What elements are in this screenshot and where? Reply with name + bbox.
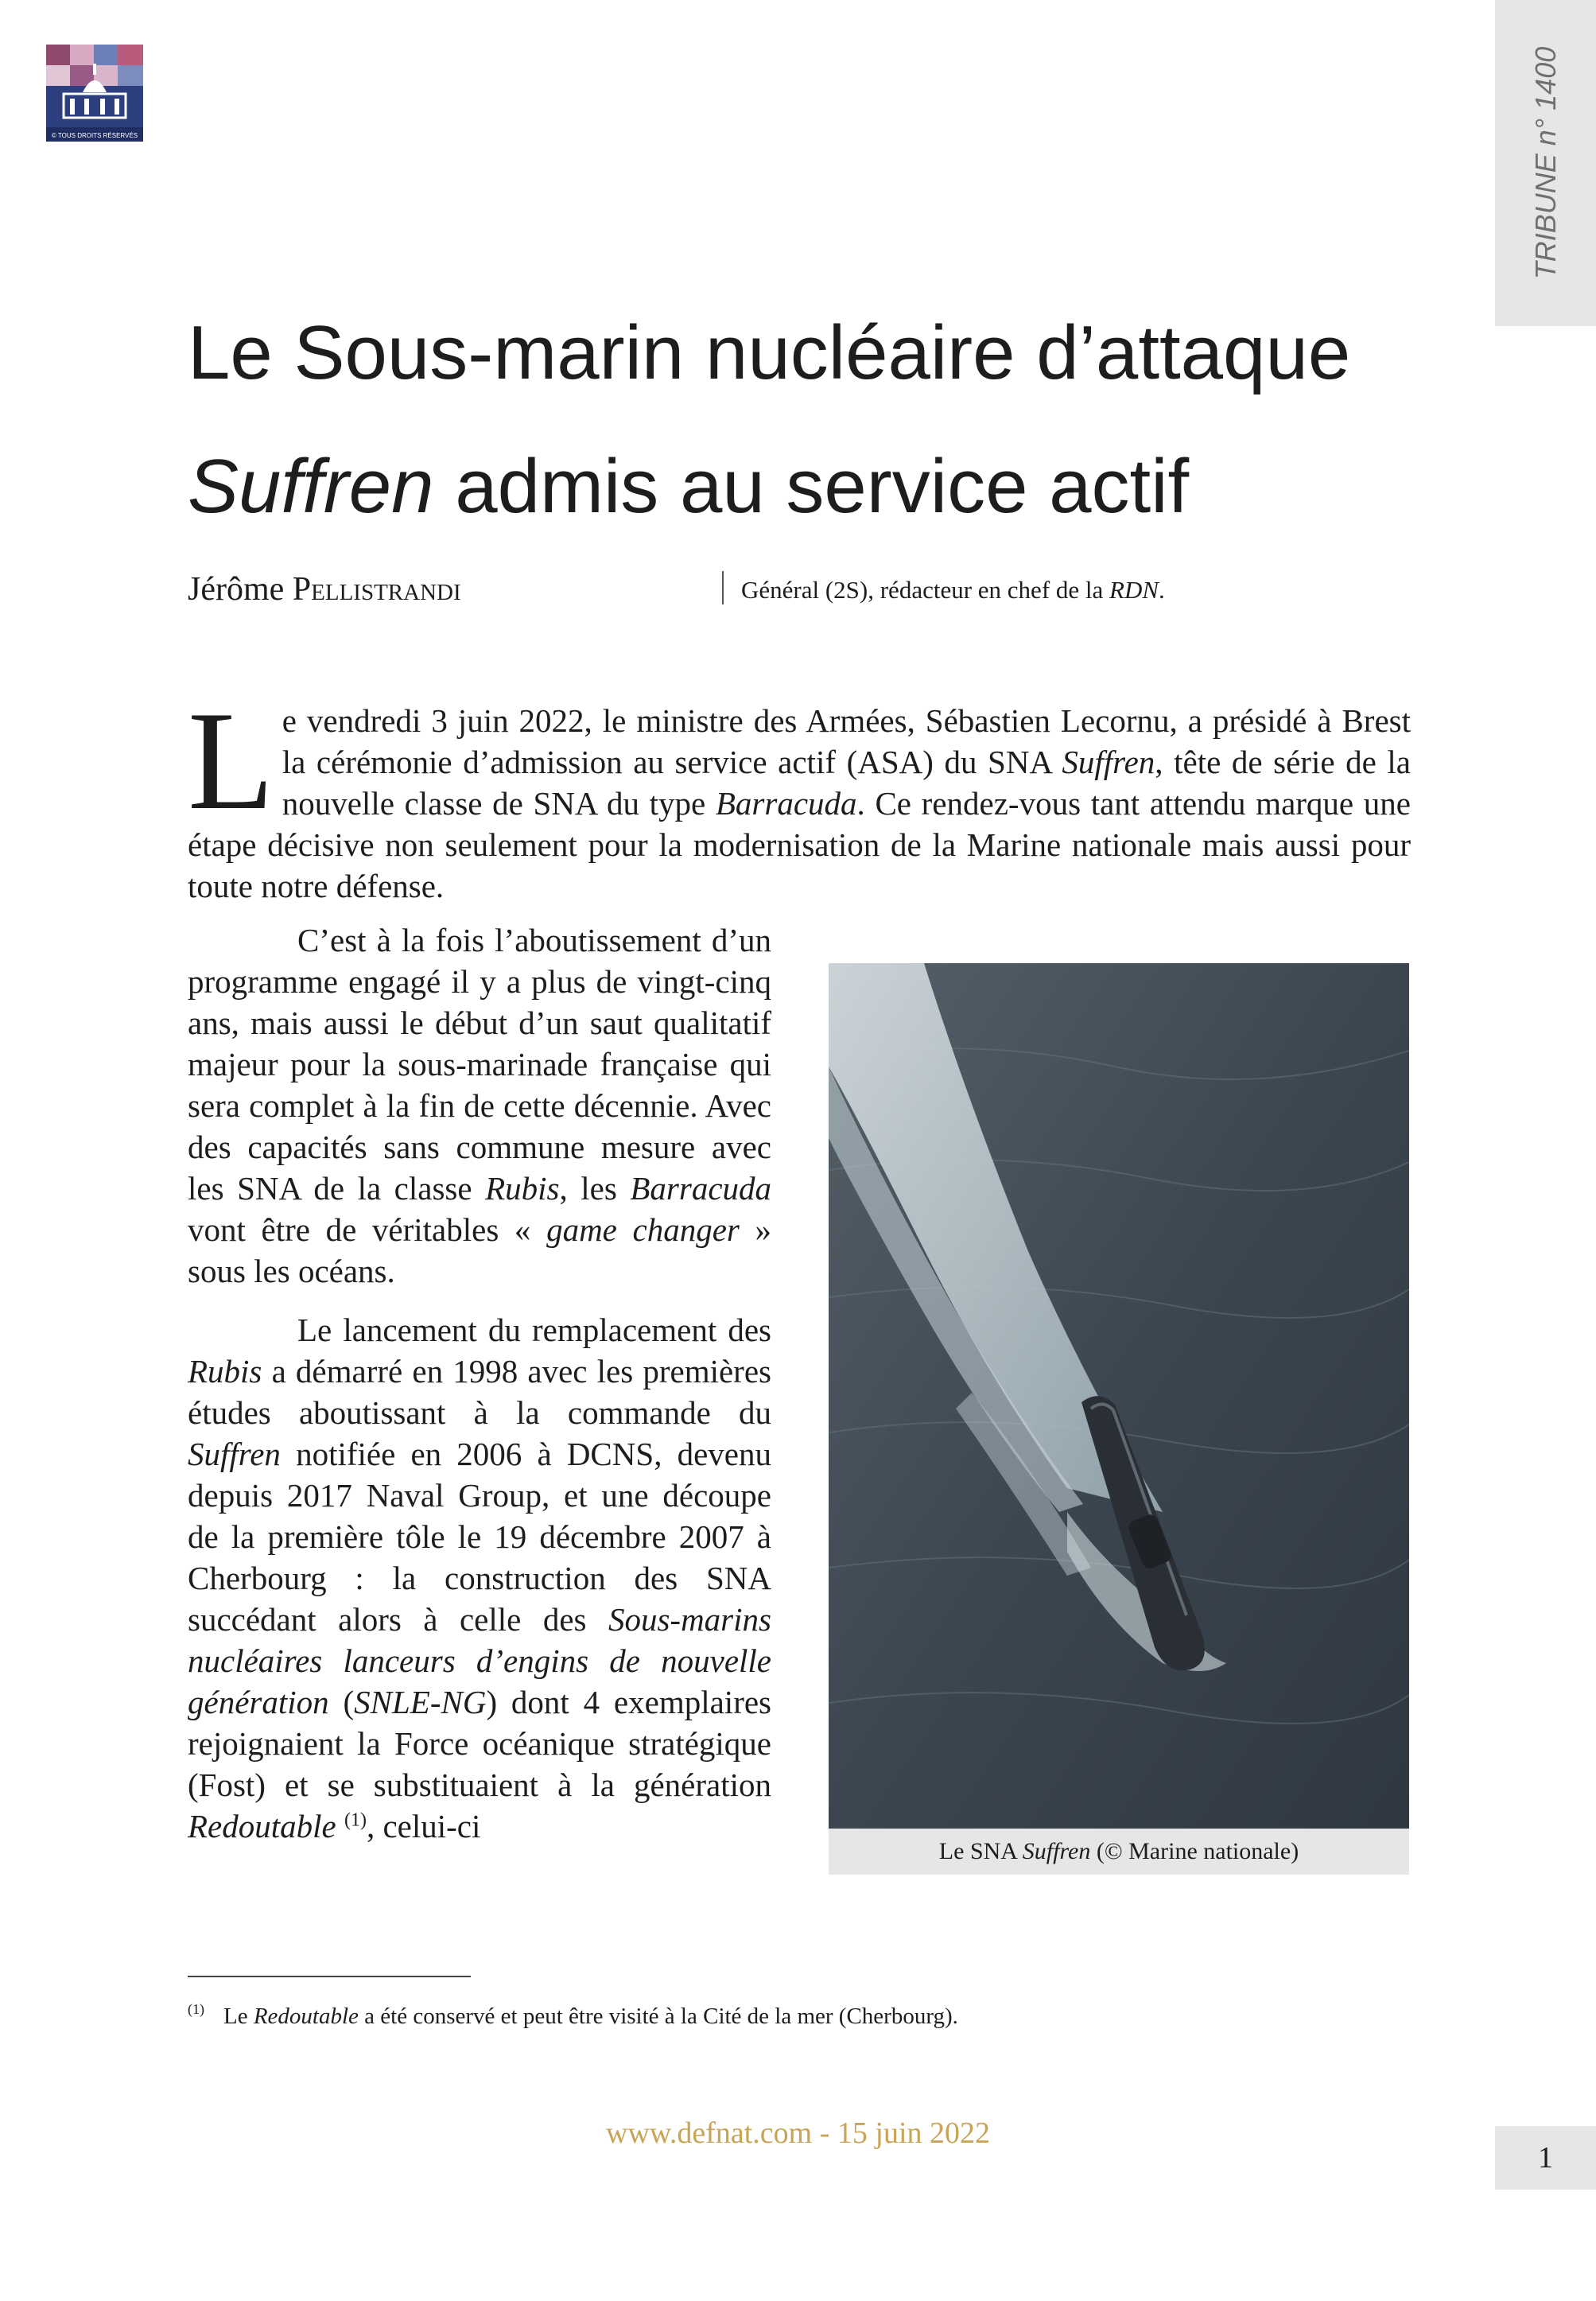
body-italic: SNLE-NG [354,1684,487,1720]
rdn-logo [46,45,143,142]
title-ship-name: Suffren [188,444,434,529]
author-first-name: Jérôme [188,571,285,608]
author-role-end: . [1159,576,1165,604]
footnote-text: Le [223,2004,254,2029]
body-paragraph-1 [188,919,771,1292]
intro-italic: Suffren [1062,744,1155,780]
photo-caption [829,1829,1409,1875]
body-text: , les [559,1170,631,1207]
drop-cap: L [188,682,274,839]
body-italic: Rubis [485,1170,560,1207]
body-text: ) dont 4 exemplaires rejoignaient la Force océanique stratégique (Fost) et se substituaient à la génération [188,1684,772,1803]
footnote-italic: Redoutable [253,2004,359,2029]
body-text: vont être de véritables « [188,1211,547,1248]
body-italic: Sous-marins nucléaires lanceurs d’engins de nouvelle génération [188,1601,771,1720]
body-text: notifiée en 2006 à DCNS, devenu depuis 2017 Naval Group, et une découpe de la première tôle le 19 décembre 2007 à Cherbourg : la construction des SNA succédant alors à celle des [188,1436,771,1638]
footnote-number: (1) [188,2001,204,2017]
caption-text: (© Marine nationale) [1090,1838,1299,1864]
body-paragraph-2 [188,1309,771,1847]
body-italic: game changer [546,1211,740,1248]
author-role-italic: RDN [1109,576,1159,604]
title-line-2-rest: admis au service actif [433,444,1190,529]
body-text: » sous les océans. [188,1211,772,1289]
svg-text:© TOUS DROITS RÉSERVÉS: © TOUS DROITS RÉSERVÉS [51,132,138,139]
body-italic: Redoutable [188,1808,336,1844]
footnote-ref[interactable]: (1) [344,1809,367,1831]
intro-paragraph [188,682,1411,907]
author-last-name: Pellistrandi [292,571,461,608]
intro-text: , tête de série de la nouvelle classe de SNA du type [282,744,1411,822]
author-role [741,573,1165,608]
footer-url[interactable]: www.defnat.com - 15 juin 2022 [606,2116,990,2150]
body-text: , celui-ci [366,1808,481,1844]
author-name [188,566,461,612]
byline [188,566,1460,614]
body-text: C’est à la fois l’aboutissement d’un programme engagé il y a plus de vingt-cinq ans, mais aussi le début d’un saut qualitatif majeur pour la sous-marinade française qui sera complet à la fin de cette décennie. Avec des capacités sans commune mesure avec les SNA de la classe [188,922,771,1207]
tribune-label: TRIBUNE n° 1400 [1528,46,1562,280]
submarine-photo [829,963,1409,1829]
caption-italic: Suffren [1022,1838,1091,1864]
tribune-tab [1495,0,1596,326]
body-text: ( [328,1684,355,1720]
body-italic: Suffren [188,1436,281,1472]
article-title [188,286,1460,554]
body-italic: Rubis [188,1353,262,1390]
page-number: 1 [1495,2126,1596,2190]
body-text: a démarré en 1998 avec les premières études aboutissant à la commande du [188,1353,771,1431]
caption-text: Le SNA [938,1838,1023,1864]
intro-text: e vendredi 3 juin 2022, le ministre des Armées, Sébastien Lecornu, a présidé à Brest la cérémonie d’admission au service actif (ASA) du SNA [282,702,1411,780]
footnote-text: a été conservé et peut être visité à la Cité de la mer (Cherbourg). [358,2004,958,2029]
byline-divider [722,571,724,604]
footnote [188,1992,1380,2034]
footnote-divider [188,1976,471,1977]
invalides-dome-icon [46,45,143,142]
body-text: Le lancement du remplacement des [297,1312,771,1348]
author-role-text: Général (2S), rédacteur en chef de la [741,576,1110,604]
title-line-1: Le Sous-marin nucléaire d’attaque [188,310,1351,395]
body-italic: Barracuda [630,1170,772,1207]
intro-italic: Barracuda [715,785,857,822]
body-column [188,919,771,1847]
intro-text: . Ce rendez-vous tant attendu marque une étape décisive non seulement pour la modernisation de la Marine nationale mais aussi pour toute notre défense. [188,785,1411,904]
submarine-image [829,963,1409,1829]
title-line-2 [188,420,1460,554]
